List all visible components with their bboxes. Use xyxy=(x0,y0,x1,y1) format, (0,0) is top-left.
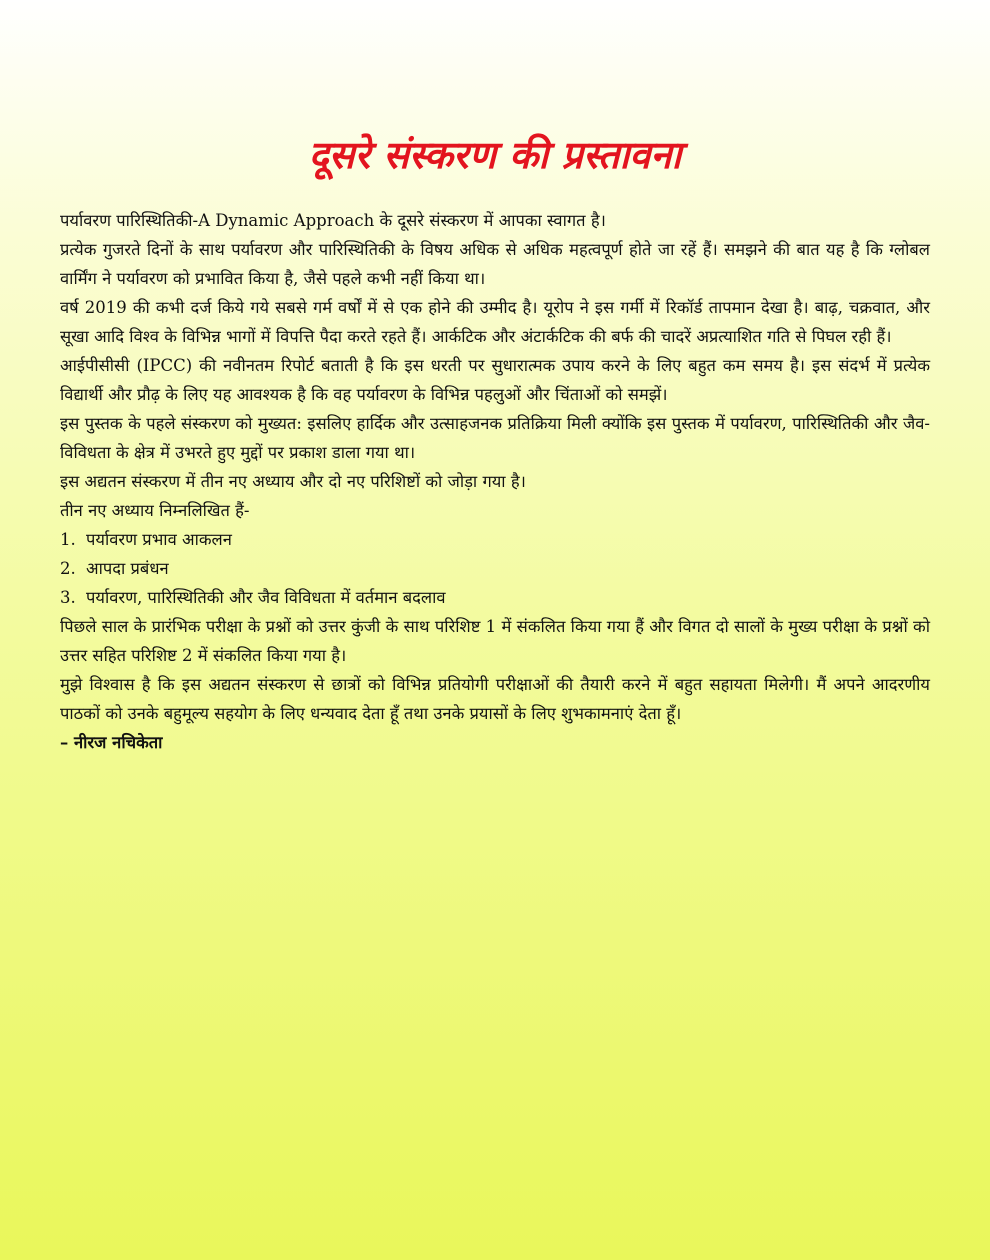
chapter-list xyxy=(60,525,930,612)
paragraph-climate: वर्ष 2019 की कभी दर्ज किये गये सबसे गर्म वर्षों में से एक होने की उम्मीद है। यूरोप ने इस गर्मी में रिकॉर्ड तापमान देखा है। बाढ़, चक्रवात, और सूखा आदि विश्व के विभिन्न भागों में विपत्ति पैदा करते रहते हैं। आर्कटिक और अंटार्कटिक की बर्फ की चादरें अप्रत्याशित गति से पिघल रही हैं। xyxy=(60,298,930,346)
paragraph-appendices: पिछले साल के प्रारंभिक परीक्षा के प्रश्नों को उत्तर कुंजी के साथ परिशिष्ट 1 में संकलित किया गया हैं और विगत दो सालों के मुख्य परीक्षा के प्रश्नों को उत्तर सहित परिशिष्ट 2 में संकलित किया गया है। xyxy=(60,617,930,665)
page-title: दूसरे संस्करण की प्रस्तावना xyxy=(308,133,682,177)
list-item-number: 1. xyxy=(60,530,76,549)
paragraph-welcome: पर्यावरण पारिस्थितिकी-A Dynamic Approach के दूसरे संस्करण में आपका स्वागत है। xyxy=(60,211,606,230)
list-item xyxy=(60,583,930,612)
author-signature: – नीरज नचिकेता xyxy=(60,733,163,752)
paragraph-chapters-intro: तीन नए अध्याय निम्नलिखित हैं- xyxy=(60,501,250,520)
paragraph-ipcc: आईपीसीसी (IPCC) की नवीनतम रिपोर्ट बताती है कि इस धरती पर सुधारात्मक उपाय करने के लिए बहुत कम समय है। इस संदर्भ में प्रत्येक विद्यार्थी और प्रौढ़ के लिए यह आवश्यक है कि वह पर्यावरण के विभिन्न पहलुओं और चिंताओं को समझें। xyxy=(60,356,930,404)
paragraph-first-edition: इस पुस्तक के पहले संस्करण को मुख्यत: इसलिए हार्दिक और उत्साहजनक प्रतिक्रिया मिली क्योंकि इस पुस्तक में पर्यावरण, पारिस्थितिकी और जैव-विविधता के क्षेत्र में उभरते हुए मुद्दों पर प्रकाश डाला गया था। xyxy=(60,414,930,462)
paragraph-updates: इस अद्यतन संस्करण में तीन नए अध्याय और दो नए परिशिष्टों को जोड़ा गया है। xyxy=(60,472,526,491)
list-item-number: 3. xyxy=(60,588,76,607)
list-item-number: 2. xyxy=(60,559,76,578)
paragraph-importance: प्रत्येक गुजरते दिनों के साथ पर्यावरण और पारिस्थितिकी के विषय अधिक से अधिक महत्वपूर्ण होते जा रहें हैं। समझने की बात यह है कि ग्लोबल वार्मिंग ने पर्यावरण को प्रभावित किया है, जैसे पहले कभी नहीं किया था। xyxy=(60,240,930,288)
preface-body xyxy=(60,206,930,757)
paragraph-thanks: मुझे विश्वास है कि इस अद्यतन संस्करण से छात्रों को विभिन्न प्रतियोगी परीक्षाओं की तैयारी करने में बहुत सहायता मिलेगी। मैं अपने आदरणीय पाठकों को उनके बहुमूल्य सहयोग के लिए धन्यवाद देता हूँ तथा उनके प्रयासों के लिए शुभकामनाएं देता हूँ। xyxy=(60,675,930,723)
list-item xyxy=(60,525,930,554)
list-item-text: पर्यावरण प्रभाव आकलन xyxy=(86,530,232,549)
list-item-text: आपदा प्रबंधन xyxy=(86,559,169,578)
list-item-text: पर्यावरण, पारिस्थितिकी और जैव विविधता में वर्तमान बदलाव xyxy=(86,588,446,607)
list-item xyxy=(60,554,930,583)
